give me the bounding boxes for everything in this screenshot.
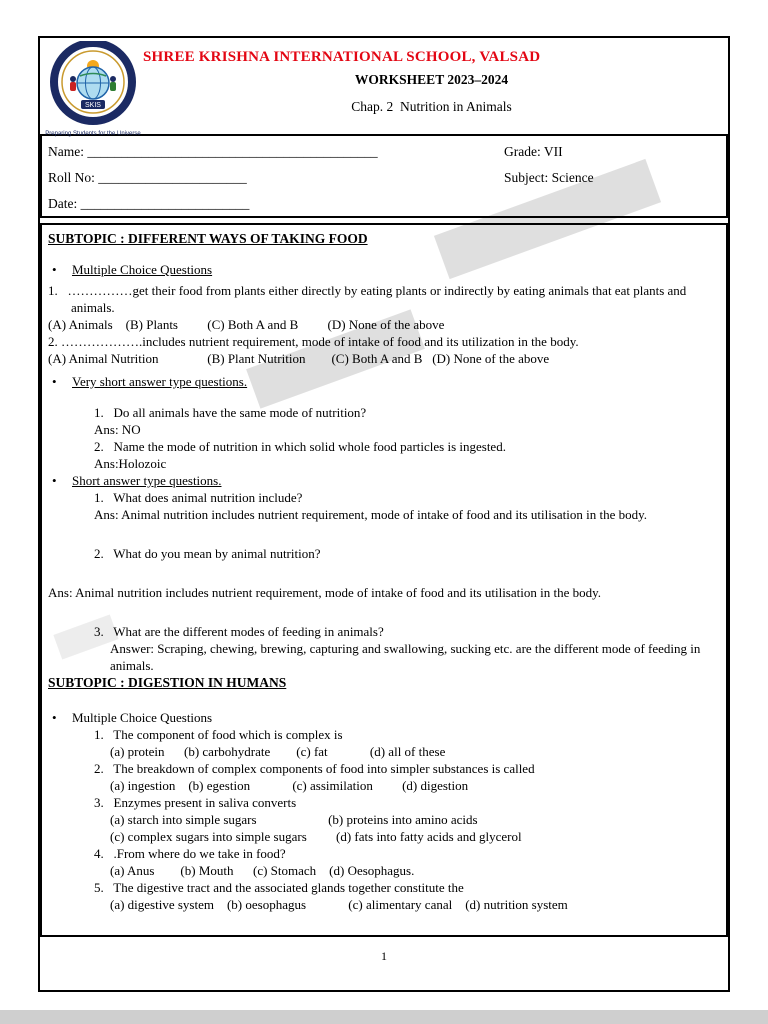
s1-vsa-q2: 2. Name the mode of nutrition in which solid whole food particles is ingested. — [94, 439, 506, 454]
header-text — [141, 41, 722, 115]
page-edge-shadow — [0, 1010, 768, 1024]
s2-q2-options: (a) ingestion (b) egestion (c) assimilation (d) digestion — [110, 778, 469, 793]
school-logo — [45, 41, 141, 137]
s1-sa-a3: Answer: Scraping, chewing, brewing, capturing and swallowing, sucking etc. are the different mode of feeding in animals. — [110, 641, 704, 673]
s2-q1-options: (a) protein (b) carbohydrate (c) fat (d) all of these — [110, 744, 446, 759]
chapter-title: Chap. 2 Nutrition in Animals — [351, 99, 512, 114]
s1-vsa-label: Very short answer type questions. — [72, 374, 248, 389]
s2-heading: SUBTOPIC : DIGESTION IN HUMANS — [48, 675, 287, 690]
s1-vsa-q1: 1. Do all animals have the same mode of nutrition? — [94, 405, 367, 420]
s1-mcq-label: Multiple Choice Questions — [72, 262, 213, 277]
info-row-2 — [48, 165, 720, 191]
page-border-frame — [38, 36, 730, 992]
s1-vsa-a1: Ans: NO — [94, 422, 141, 437]
header — [40, 38, 728, 137]
bullet-icon: • — [52, 374, 57, 389]
s2-q3-options-2: (c) complex sugars into simple sugars (d) fats into fatty acids and glycerol — [110, 829, 522, 844]
student-info-box — [40, 134, 728, 218]
s1-sa-label-row — [48, 472, 718, 489]
s1-q2: 2. ……………….includes nutrient requirement, mode of intake of food and its utilization in the body. — [48, 334, 579, 349]
s2-q5-options: (a) digestive system (b) oesophagus (c) alimentary canal (d) nutrition system — [110, 897, 568, 912]
roll-field: Roll No: ______________________ — [48, 170, 247, 185]
page-number: 1 — [381, 949, 387, 963]
s1-sa-a2: Ans: Animal nutrition includes nutrient requirement, mode of intake of food and its utilisation in the body. — [48, 585, 602, 600]
s1-q2-options: (A) Animal Nutrition (B) Plant Nutrition (C) Both A and B (D) None of the above — [48, 351, 550, 366]
s2-q3-options-1: (a) starch into simple sugars (b) proteins into amino acids — [110, 812, 478, 827]
s2-q1: 1. The component of food which is complex is — [94, 727, 343, 742]
s1-q1: 1. ……………get their food from plants either directly by eating plants or indirectly by eating animals that eat plants and animals. — [48, 283, 690, 315]
school-name: SHREE KRISHNA INTERNATIONAL SCHOOL, VALSAD — [143, 49, 541, 65]
logo-tagline: Preparing Students for the Universe — [45, 131, 141, 137]
info-row-3 — [48, 191, 720, 217]
s2-q3: 3. Enzymes present in saliva converts — [94, 795, 297, 810]
name-field: Name: ___________________________________________ — [48, 144, 378, 159]
s1-vsa-a2: Ans:Holozoic — [94, 456, 167, 471]
logo-banner-text: SKIS — [85, 102, 101, 109]
bullet-icon: • — [52, 710, 57, 725]
s1-mcq-label-row — [48, 261, 718, 278]
info-row-1 — [48, 139, 720, 165]
s1-heading: SUBTOPIC : DIFFERENT WAYS OF TAKING FOOD — [48, 231, 368, 246]
s1-vsa-label-row — [48, 373, 718, 390]
s2-q4-options: (a) Anus (b) Mouth (c) Stomach (d) Oesophagus. — [110, 863, 415, 878]
s1-sa-label: Short answer type questions. — [72, 473, 222, 488]
content-box — [40, 223, 728, 937]
s1-sa-q3: 3. What are the different modes of feeding in animals? — [94, 624, 384, 639]
s1-sa-a1: Ans: Animal nutrition includes nutrient requirement, mode of intake of food and its utilisation in the body. — [94, 507, 648, 522]
s2-q4: 4. .From where do we take in food? — [94, 846, 286, 861]
bullet-icon: • — [52, 262, 57, 277]
subject-field: Subject: Science — [504, 170, 594, 185]
s2-mcq-label: Multiple Choice Questions — [72, 710, 213, 725]
s2-mcq-label-row — [48, 709, 718, 726]
school-logo-emblem — [50, 41, 136, 125]
date-field: Date: _________________________ — [48, 196, 250, 211]
s2-q5: 5. The digestive tract and the associated glands together constitute the — [94, 880, 464, 895]
s1-sa-q1: 1. What does animal nutrition include? — [94, 490, 303, 505]
s2-q2: 2. The breakdown of complex components of food into simpler substances is called — [94, 761, 535, 776]
grade-field: Grade: VII — [504, 144, 563, 159]
worksheet-title: WORKSHEET 2023–2024 — [354, 72, 509, 87]
bullet-icon: • — [52, 473, 57, 488]
s1-sa-q2: 2. What do you mean by animal nutrition? — [94, 546, 321, 561]
s1-q1-options: (A) Animals (B) Plants (C) Both A and B (D) None of the above — [48, 317, 445, 332]
